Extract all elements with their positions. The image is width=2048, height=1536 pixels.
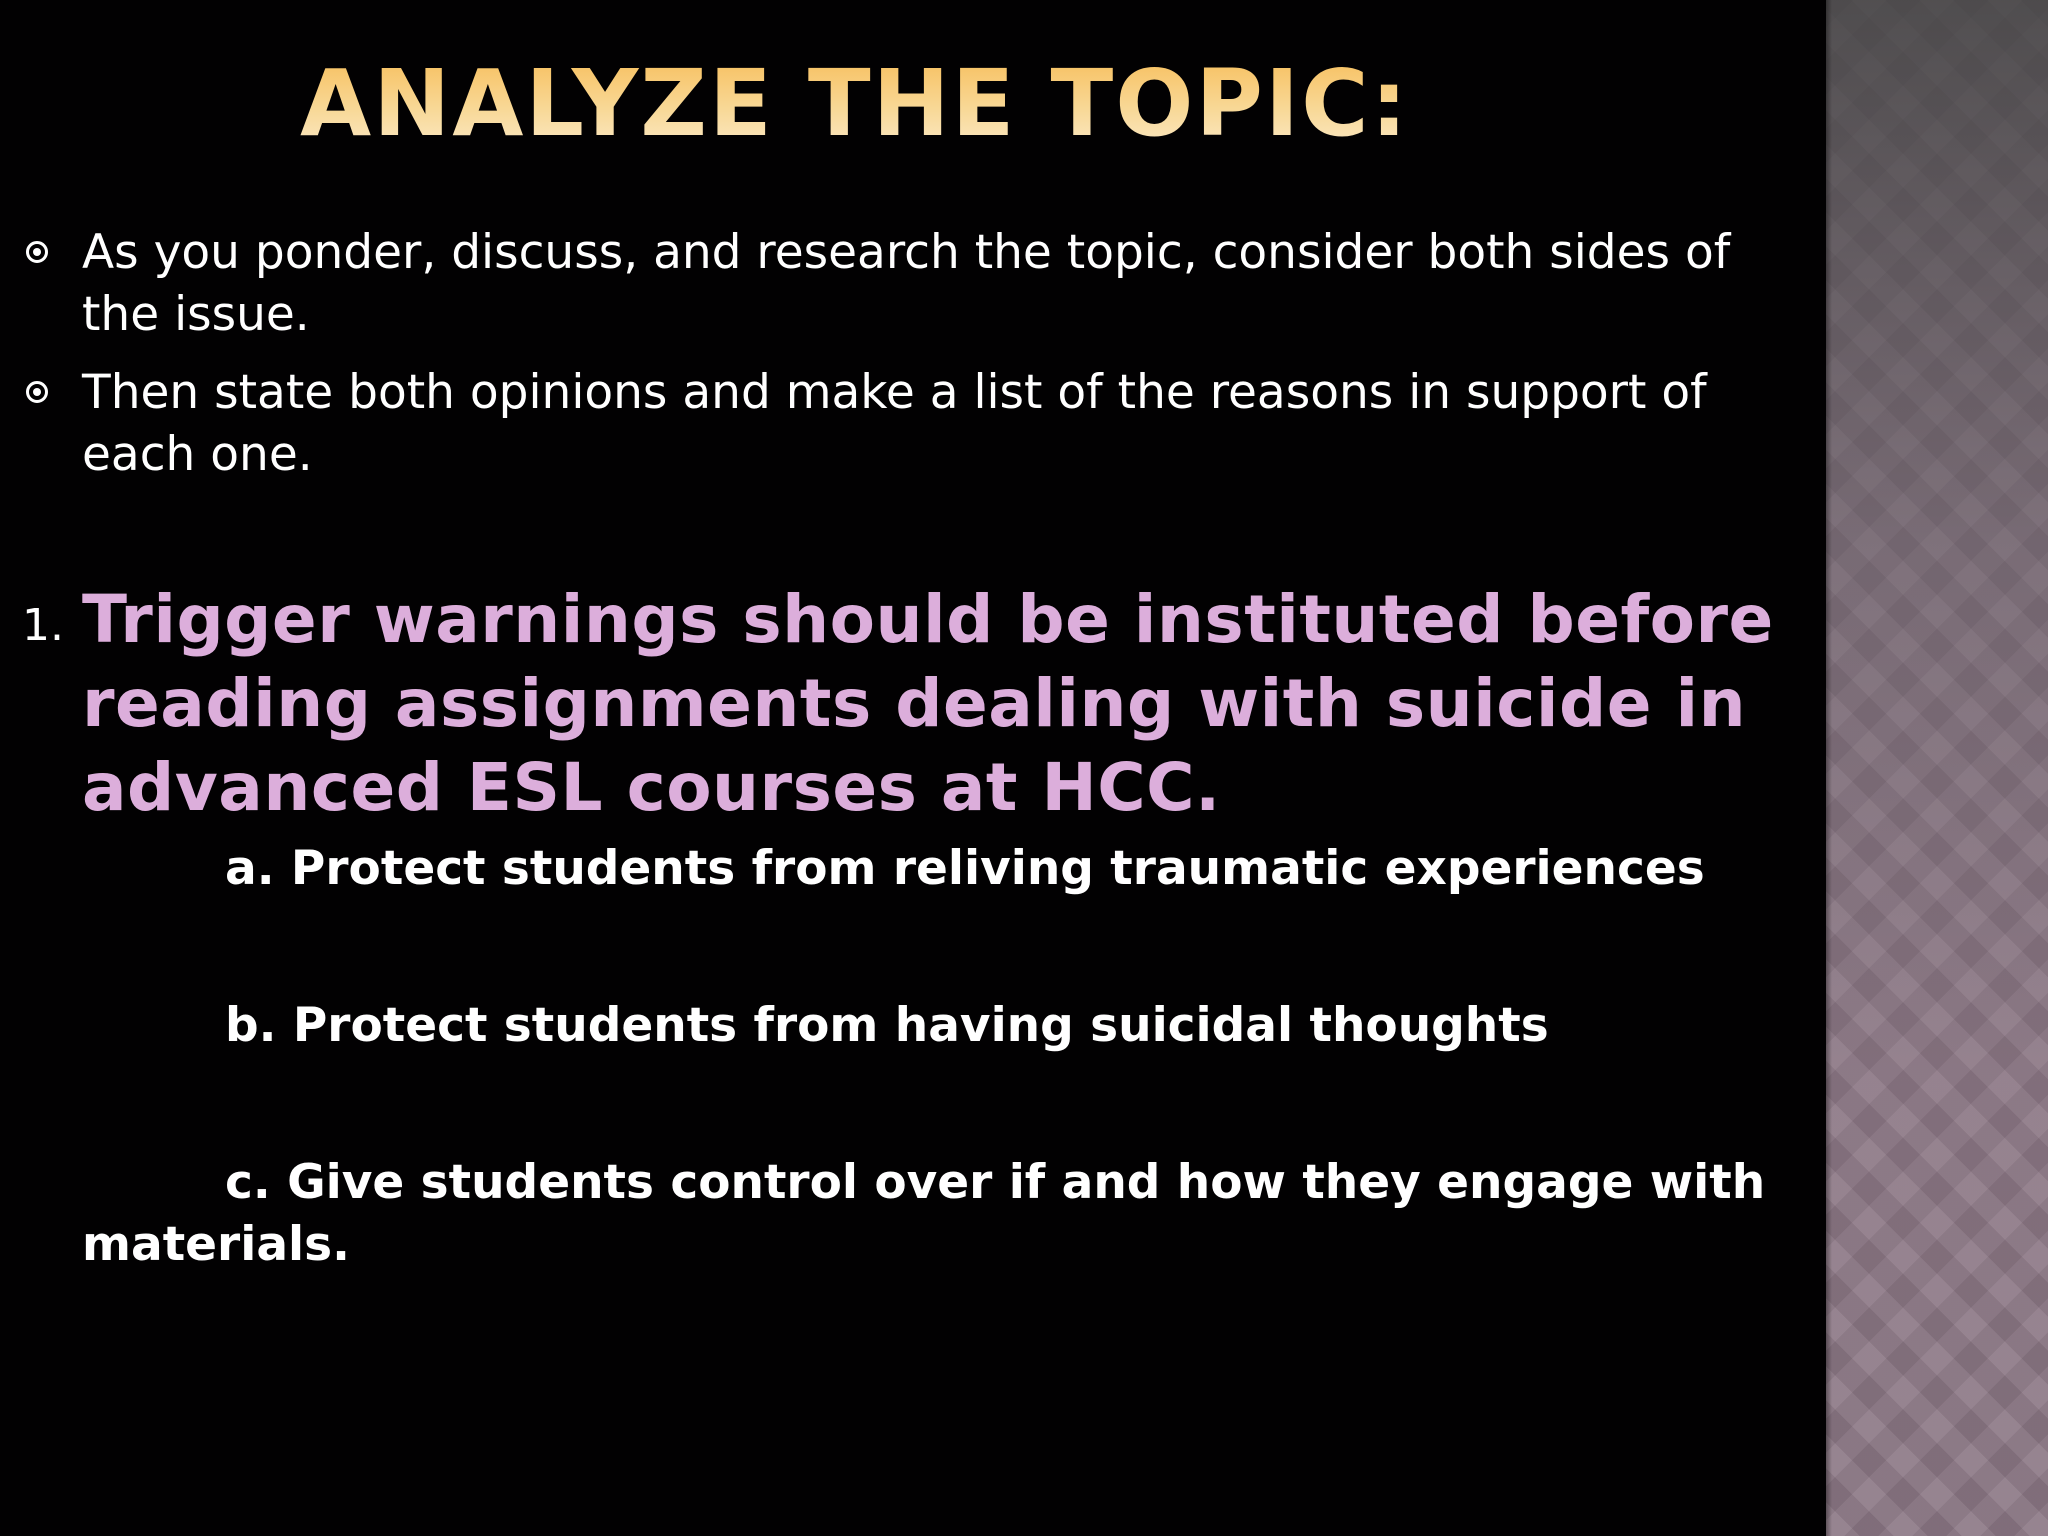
reason-item: c. Give students control over if and how they engage with materials. [82, 1155, 1766, 1272]
reason-item: b. Protect students from having suicidal thoughts [225, 998, 1549, 1053]
bullet-list [22, 222, 1792, 502]
position-statement: Trigger warnings should be instituted before reading assignments dealing with suicide in advanced ESL courses at HCC. [82, 581, 1774, 826]
bullet-item [22, 362, 1792, 486]
slide-title: ANALYZE THE TOPIC: [300, 50, 1410, 157]
bullet-text: As you ponder, discuss, and research the topic, consider both sides of the issue. [82, 225, 1731, 342]
reasons-list [82, 838, 1782, 1371]
circle-dot-bullet-icon [26, 381, 48, 403]
reason-item: a. Protect students from reliving traumatic experiences [225, 841, 1705, 896]
bullet-text: Then state both opinions and make a list of the reasons in support of each one. [82, 365, 1707, 482]
item-number: 1. [22, 600, 64, 651]
circle-dot-bullet-icon [26, 241, 48, 263]
decorative-side-panel [1826, 0, 2048, 1536]
bullet-item [22, 222, 1792, 346]
numbered-item [22, 578, 1792, 830]
